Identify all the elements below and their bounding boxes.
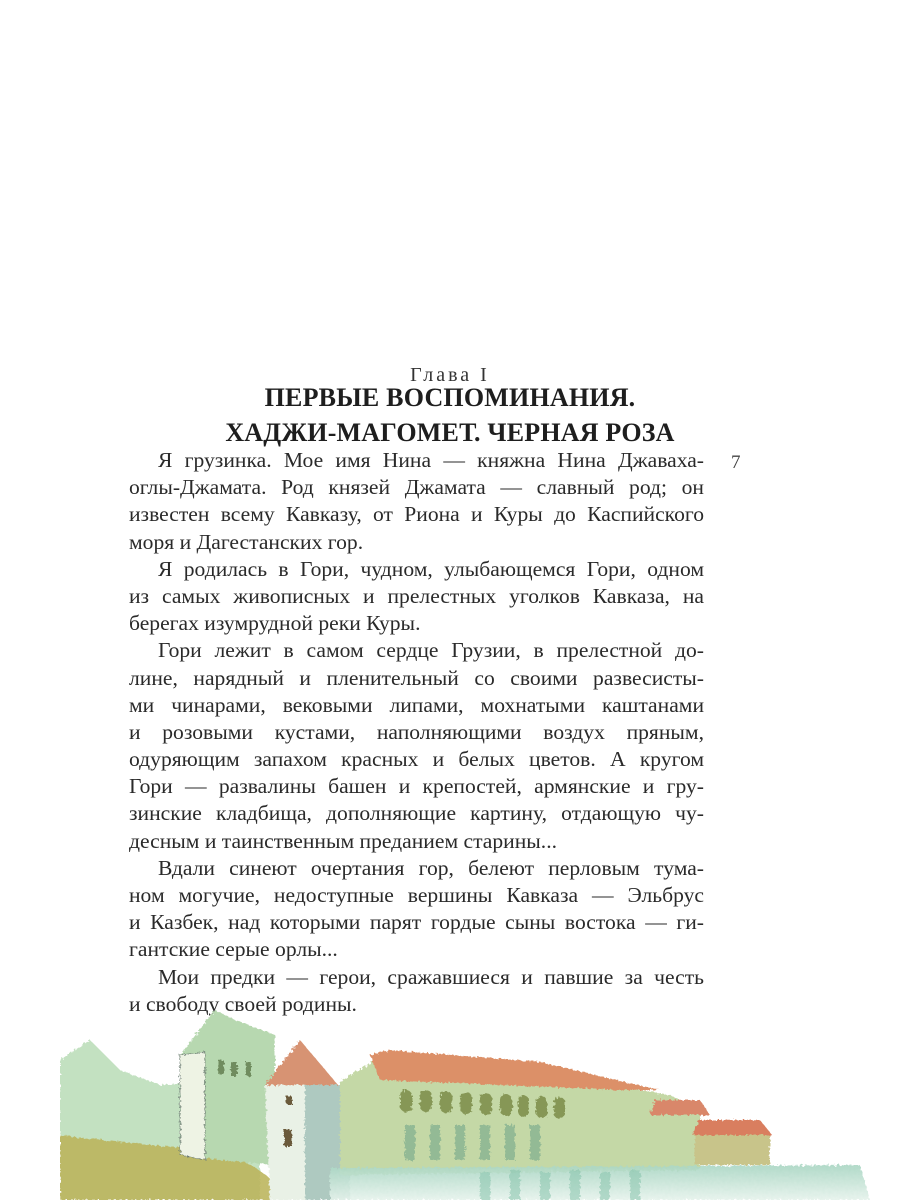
text-line: оглы-Джамата. Род князей Джамата — славный род; он bbox=[129, 475, 704, 500]
chapter-title-line: ХАДЖИ-МАГОМЕТ. ЧЕРНАЯ РОЗА bbox=[225, 418, 675, 447]
chapter-title bbox=[0, 380, 900, 450]
text-line: гантские серые орлы... bbox=[129, 937, 338, 962]
text-line: из самых живописных и прелестных уголков Кавказа, на bbox=[129, 583, 704, 608]
text-line: Вдали синеют очертания гор, белеют перловым тума- bbox=[158, 855, 704, 880]
small-pavilion-roof bbox=[692, 1120, 772, 1135]
annex-roof bbox=[650, 1100, 710, 1115]
chapter-title-line: ПЕРВЫЕ ВОСПОМИНАНИЯ. bbox=[264, 383, 636, 412]
text-line: Мои предки — герои, сражавшиеся и павшие за честь bbox=[158, 964, 704, 989]
text-line: одуряющим запахом красных и белых цветов. А кругом bbox=[129, 747, 704, 772]
text-line: Я грузинка. Мое имя Нина — княжна Нина Джаваха- bbox=[158, 448, 704, 472]
round-tower-roof bbox=[265, 1040, 338, 1085]
castle-illustration bbox=[60, 1000, 900, 1200]
text-line: и свободу своей родины. bbox=[129, 991, 357, 1016]
text-line: ми чинарами, вековыми липами, мохнатыми каштанами bbox=[129, 692, 704, 717]
text-line: Гори — развалины башен и крепостей, армянские и гру- bbox=[129, 774, 704, 799]
page-number: 7 bbox=[731, 452, 741, 473]
chapter-label: Глава I bbox=[410, 364, 490, 386]
text-line: лине, нарядный и пленительный со своими развесисты- bbox=[129, 665, 704, 690]
text-line: зинские кладбища, дополняющие картину, отдающую чу- bbox=[129, 801, 704, 826]
text-line: и розовыми кустами, наполняющими воздух пряным, bbox=[129, 719, 704, 744]
text-line: Я родилась в Гори, чудном, улыбающемся Гори, одном bbox=[158, 556, 704, 581]
text-line: моря и Дагестанских гор. bbox=[129, 529, 364, 554]
body-text bbox=[129, 447, 704, 1018]
text-line: десным и таинственным преданием старины... bbox=[129, 828, 557, 853]
text-line: ном могучие, недоступные вершины Кавказа — Эльбрус bbox=[129, 883, 704, 907]
text-line: известен всему Кавказу, от Риона и Куры до Каспийского bbox=[129, 502, 704, 527]
text-line: Гори лежит в самом сердце Грузии, в прелестной до- bbox=[158, 638, 704, 663]
text-line: берегах изумрудной реки Куры. bbox=[129, 611, 421, 636]
text-line: и Казбек, над которыми парят гордые сыны востока — ги- bbox=[129, 910, 704, 935]
small-pavilion bbox=[695, 1135, 770, 1165]
